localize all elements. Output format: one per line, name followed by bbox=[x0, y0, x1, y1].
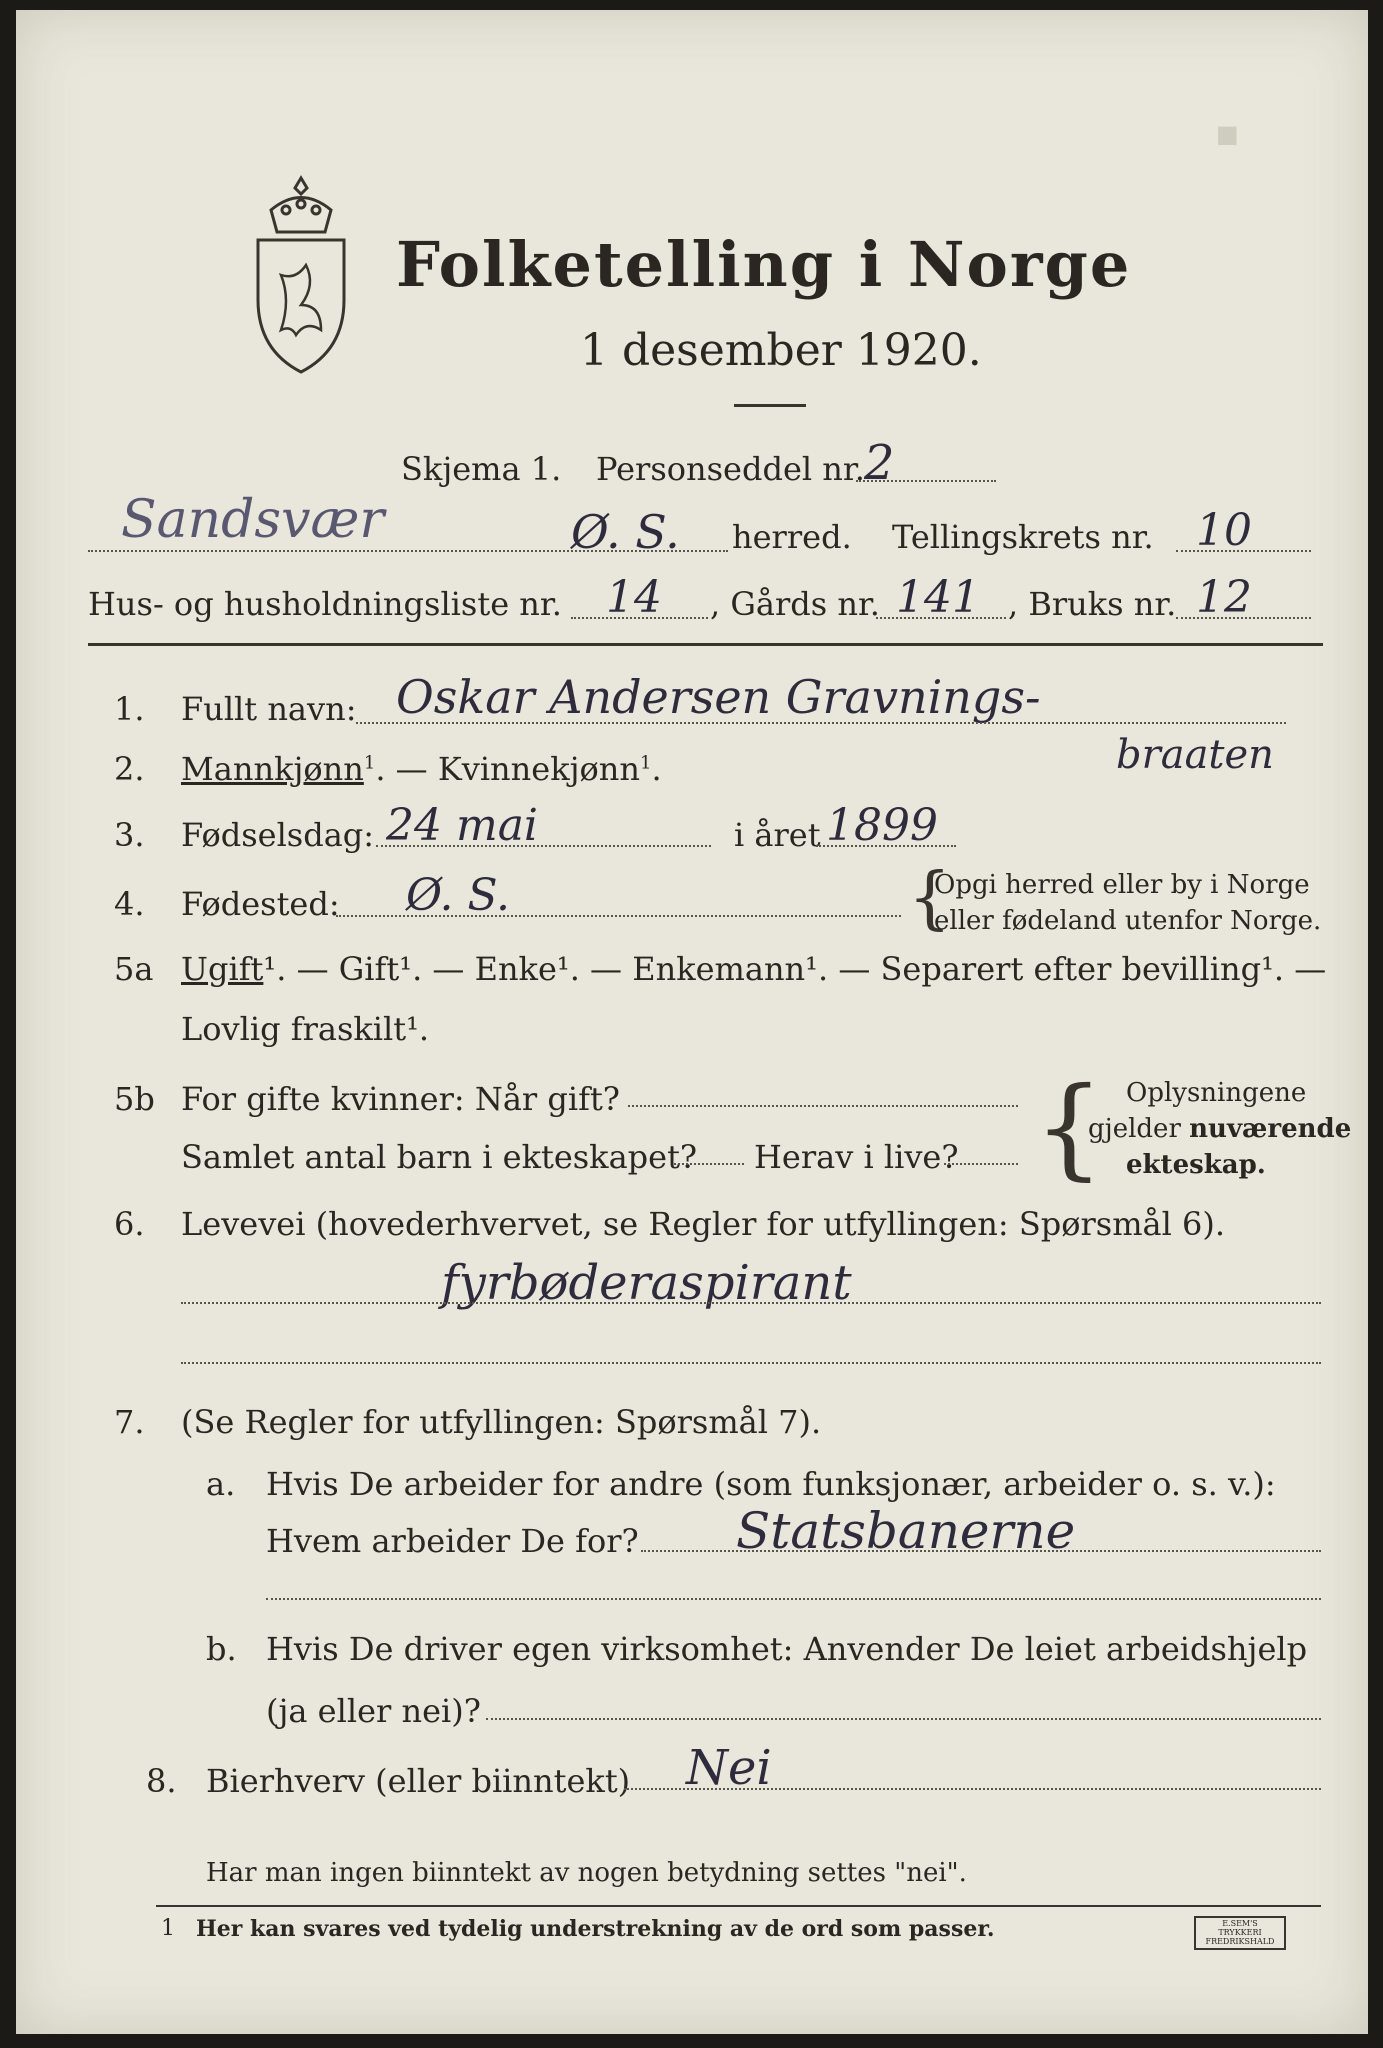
q5b-alive-field[interactable] bbox=[944, 1163, 1018, 1165]
q1-field[interactable] bbox=[356, 722, 1286, 724]
bleed-through: ■ bbox=[1216, 120, 1239, 148]
q6-label: Levevei (hovederhvervet, se Regler for utfyllingen: Spørsmål 6). bbox=[181, 1205, 1226, 1243]
q5a-number: 5a bbox=[114, 950, 154, 988]
q5b-brace: { bbox=[1034, 1063, 1104, 1191]
personseddel-field[interactable] bbox=[856, 480, 996, 482]
q7a-field-line2[interactable] bbox=[266, 1598, 1321, 1600]
tellingskrets-label: Tellingskrets nr. bbox=[892, 518, 1154, 556]
q5a-line2[interactable]: Lovlig fraskilt¹. bbox=[181, 1010, 430, 1048]
q4-label: Fødested: bbox=[181, 885, 340, 923]
q4-value: Ø. S. bbox=[406, 870, 511, 921]
q1-value: Oskar Andersen Gravnings- bbox=[396, 670, 1041, 724]
q7a-field-line1[interactable] bbox=[641, 1550, 1321, 1552]
form-title: Folketelling i Norge bbox=[396, 228, 1132, 301]
census-form-page bbox=[16, 10, 1368, 2034]
q7-number: 7. bbox=[114, 1403, 145, 1441]
q6-field-line1[interactable] bbox=[181, 1302, 1321, 1304]
q3-year-field[interactable] bbox=[816, 845, 956, 847]
q5b-married-field[interactable] bbox=[628, 1105, 1018, 1107]
q6-value: fyrbøderaspirant bbox=[441, 1255, 852, 1311]
bruks-label: , Bruks nr. bbox=[1008, 585, 1177, 623]
q2-option-female[interactable]: . — Kvinnekjønn bbox=[375, 750, 640, 788]
q8-value: Nei bbox=[686, 1740, 772, 1796]
q2-end: . bbox=[651, 750, 662, 788]
q3-number: 3. bbox=[114, 816, 145, 854]
q6-number: 6. bbox=[114, 1205, 145, 1243]
q4-note-line2: eller fødeland utenfor Norge. bbox=[934, 906, 1322, 936]
q2-options bbox=[181, 750, 662, 788]
q5b-label-married: For gifte kvinner: Når gift? bbox=[181, 1080, 620, 1118]
biinntekt-note: Har man ingen biinntekt av nogen betydning settes "nei". bbox=[206, 1858, 967, 1888]
footer-divider bbox=[156, 1905, 1321, 1907]
skjema-label: Skjema 1. bbox=[401, 450, 562, 488]
gards-value: 141 bbox=[896, 572, 980, 623]
q5b-note-current: nuværende bbox=[1189, 1114, 1352, 1144]
hus-label: Hus- og husholdningsliste nr. bbox=[88, 585, 562, 623]
printer-stamp-line1: E.SEM'S TRYKKERI bbox=[1218, 1919, 1262, 1937]
q5b-label-alive: Herav i live? bbox=[754, 1138, 959, 1176]
q1-number: 1. bbox=[114, 690, 145, 728]
header-divider bbox=[88, 643, 1323, 646]
q7b-label: Hvis De driver egen virksomhet: Anvender De leiet arbeidshjelp bbox=[266, 1630, 1308, 1668]
footnote-mark: 1 bbox=[161, 1916, 175, 1941]
q5b-note-line3: ekteskap. bbox=[1126, 1150, 1266, 1180]
printer-stamp bbox=[1194, 1916, 1286, 1950]
q6-field-line2[interactable] bbox=[181, 1362, 1321, 1364]
q3-year-value: 1899 bbox=[826, 800, 938, 851]
hus-field[interactable] bbox=[571, 617, 708, 619]
q4-number: 4. bbox=[114, 885, 145, 923]
tellingskrets-field[interactable] bbox=[1176, 550, 1311, 552]
q7-label: (Se Regler for utfyllingen: Spørsmål 7). bbox=[181, 1403, 822, 1441]
q4-field[interactable] bbox=[336, 915, 901, 917]
q5b-note-line2 bbox=[1088, 1114, 1351, 1144]
q4-note-line1: Opgi herred eller by i Norge bbox=[934, 870, 1310, 900]
coat-of-arms-icon bbox=[246, 170, 356, 380]
q3-label: Fødselsdag: bbox=[181, 816, 375, 854]
gards-label: , Gårds nr. bbox=[710, 585, 880, 623]
q2-number: 2. bbox=[114, 750, 145, 788]
q3-field[interactable] bbox=[376, 845, 711, 847]
q5b-label-children: Samlet antal barn i ekteskapet? bbox=[181, 1138, 698, 1176]
personseddel-value: 2 bbox=[864, 435, 895, 491]
footnote-text: Her kan svares ved tydelig understrekning av de ord som passer. bbox=[196, 1916, 995, 1942]
title-divider bbox=[734, 404, 806, 407]
municipality-value: Sandsvær bbox=[121, 490, 385, 550]
q3-value: 24 mai bbox=[386, 800, 539, 851]
q7b-field[interactable] bbox=[486, 1718, 1321, 1720]
q1-value-continued: braaten bbox=[1116, 732, 1274, 778]
q4-brace: { bbox=[908, 859, 952, 938]
hus-value: 14 bbox=[606, 572, 662, 623]
bruks-field[interactable] bbox=[1176, 617, 1311, 619]
q5b-note-line1: Oplysningene bbox=[1126, 1078, 1307, 1108]
q8-label: Bierhverv (eller biinntekt) bbox=[206, 1762, 631, 1800]
q5a-options bbox=[181, 950, 1326, 988]
gards-field[interactable] bbox=[876, 617, 1006, 619]
q2-footnote-mark-1: 1 bbox=[363, 752, 376, 774]
q2-option-male[interactable]: Mannkjønn bbox=[181, 750, 364, 788]
census-date: 1 desember 1920. bbox=[580, 325, 982, 376]
q7a-label: Hvis De arbeider for andre (som funksjonær, arbeider o. s. v.): bbox=[266, 1465, 1276, 1503]
q8-number: 8. bbox=[146, 1762, 177, 1800]
q5b-number: 5b bbox=[114, 1080, 155, 1118]
q5b-note-gjelder: gjelder bbox=[1088, 1114, 1190, 1144]
q1-label: Fullt navn: bbox=[181, 690, 357, 728]
q7a-label2: Hvem arbeider De for? bbox=[266, 1522, 639, 1560]
bruks-value: 12 bbox=[1196, 572, 1252, 623]
q7a-value: Statsbanerne bbox=[736, 1502, 1076, 1560]
q5a-other-options[interactable]: ¹. — Gift¹. — Enke¹. — Enkemann¹. — Separert efter bevilling¹. — bbox=[263, 950, 1327, 988]
q7a-letter: a. bbox=[206, 1465, 236, 1503]
q7b-letter: b. bbox=[206, 1630, 237, 1668]
q5a-option-ugift[interactable]: Ugift bbox=[181, 950, 264, 988]
tellingskrets-value: 10 bbox=[1196, 505, 1252, 556]
q7b-label2: (ja eller nei)? bbox=[266, 1692, 481, 1730]
q5b-children-field[interactable] bbox=[674, 1163, 744, 1165]
herred-value: Ø. S. bbox=[571, 505, 680, 559]
q8-field[interactable] bbox=[624, 1788, 1321, 1790]
printer-stamp-line2: FREDRIKSHALD bbox=[1205, 1936, 1275, 1946]
q2-footnote-mark-2: 1 bbox=[640, 752, 652, 774]
q3-year-label: i året bbox=[734, 816, 821, 854]
personseddel-label: Personseddel nr. bbox=[596, 450, 865, 488]
herred-label: herred. bbox=[732, 518, 852, 556]
